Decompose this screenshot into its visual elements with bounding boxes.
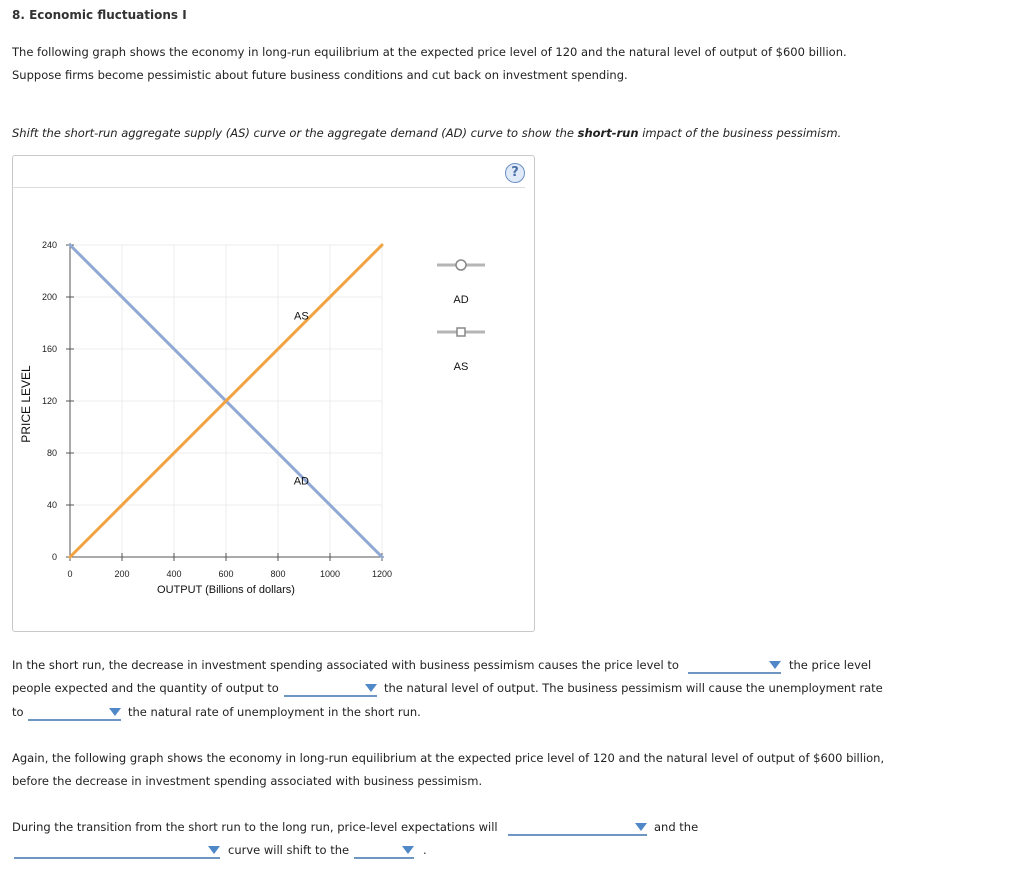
q2-text-1: During the transition from the short run to the long run, price-level expectations will xyxy=(12,820,498,834)
q2-text-2: and the xyxy=(654,820,699,834)
q1-text-3: people expected and the quantity of output to xyxy=(12,681,279,695)
x-tick-label: 200 xyxy=(114,569,130,579)
chevron-down-icon xyxy=(109,708,121,716)
question-title: 8. Economic fluctuations I xyxy=(12,8,187,22)
graph-svg xyxy=(13,156,534,631)
q1-text-5: to xyxy=(12,705,24,719)
ad-tool[interactable] xyxy=(437,260,485,306)
q2-curve-dropdown[interactable] xyxy=(14,843,220,859)
q1-text-4: the natural level of output. The business pessimism will cause the unemployment rate xyxy=(384,681,883,695)
intro-line-2: Suppose firms become pessimistic about future business conditions and cut back on investment spending. xyxy=(12,68,628,82)
chevron-down-icon xyxy=(769,661,781,669)
q1-unemployment-dropdown[interactable] xyxy=(28,705,121,721)
q1-text-2: the price level xyxy=(789,658,872,672)
q2-text-3: curve will shift to the xyxy=(228,843,350,857)
as-tool-square-icon[interactable] xyxy=(457,328,465,336)
x-tick-label: 1200 xyxy=(371,569,393,579)
again-line-1: Again, the following graph shows the economy in long-run equilibrium at the expected price level of 120 and the natural level of output of $600 billion, xyxy=(12,751,885,765)
y-tick-label: 80 xyxy=(46,448,57,458)
as-tool-label: AS xyxy=(453,361,469,373)
chevron-down-icon xyxy=(365,684,377,692)
as-curve-label: AS xyxy=(294,310,309,323)
graph-panel xyxy=(12,155,535,632)
as-tool[interactable] xyxy=(437,328,485,373)
y-tick-label: 120 xyxy=(41,396,57,406)
ad-tool-circle-icon[interactable] xyxy=(456,260,466,270)
q1-output-dropdown[interactable] xyxy=(284,681,377,697)
intro-line-1: The following graph shows the economy in long-run equilibrium at the expected price level of 120 and the natural level of output of $600 billion. xyxy=(12,45,847,59)
x-tick-label: 1000 xyxy=(319,569,341,579)
help-icon[interactable]: ? xyxy=(505,163,525,183)
x-tick-label: 400 xyxy=(166,569,182,579)
x-tick-label: 600 xyxy=(218,569,234,579)
y-tick-label: 160 xyxy=(41,344,57,354)
y-tick-label: 40 xyxy=(46,500,57,510)
chevron-down-icon xyxy=(635,823,647,831)
ad-curve-label: AD xyxy=(293,475,310,488)
y-tick-label: 240 xyxy=(41,240,57,250)
q2-text-4: . xyxy=(423,843,427,857)
q1-text-1: In the short run, the decrease in investment spending associated with business pessimism causes the price level to xyxy=(12,658,679,672)
ad-tool-label: AD xyxy=(453,294,469,306)
chevron-down-icon xyxy=(208,846,220,854)
x-tick-label: 800 xyxy=(270,569,286,579)
x-tick-label: 0 xyxy=(67,569,73,579)
x-axis-label: OUTPUT (Billions of dollars) xyxy=(157,584,295,596)
y-tick-label: 0 xyxy=(51,552,57,562)
y-tick-label: 200 xyxy=(41,292,57,302)
q2-expectations-dropdown[interactable] xyxy=(508,820,647,836)
instruction-text: Shift the short-run aggregate supply (AS) curve or the aggregate demand (AD) curve to show the short-run impact of the business pessimism. xyxy=(12,126,842,140)
q2-direction-dropdown[interactable] xyxy=(354,843,414,859)
y-axis-label: PRICE LEVEL xyxy=(19,365,33,443)
q1-text-6: the natural rate of unemployment in the short run. xyxy=(128,705,421,719)
again-line-2: before the decrease in investment spending associated with business pessimism. xyxy=(12,774,483,788)
chevron-down-icon xyxy=(402,846,414,854)
q1-price-level-dropdown[interactable] xyxy=(688,658,781,674)
